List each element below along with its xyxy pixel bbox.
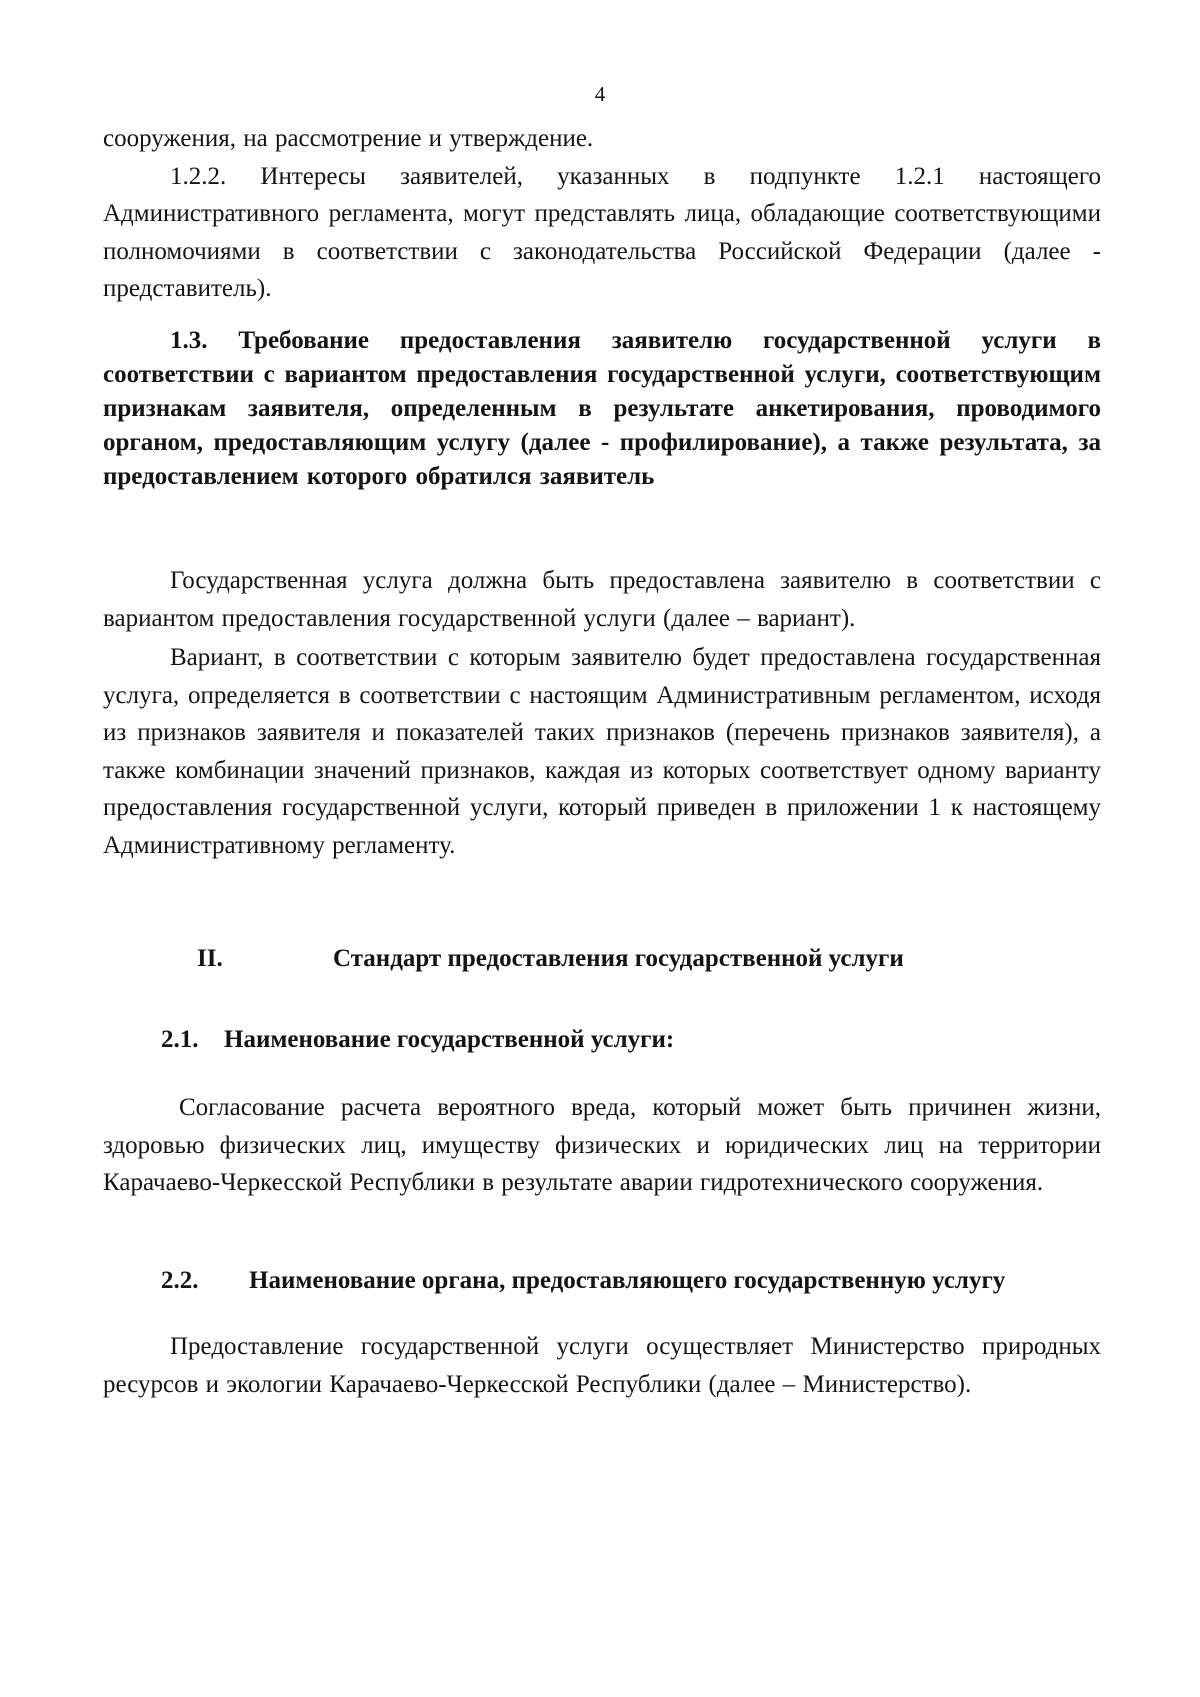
continuation-line: сооружения, на рассмотрение и утверждение.: [103, 125, 594, 152]
section-2-2-title: Наименование органа, предоставляющего государственную услугу: [249, 1267, 1006, 1294]
page-number: 4: [594, 82, 606, 106]
section-2-1-title: Наименование государственной услуги:: [224, 1026, 675, 1053]
section-2-1-paragraph: Согласование расчета вероятного вреда, который может быть причинен жизни, здоровью физических лиц, имуществу физических и юридических лиц на территории Карачаево-Черкесской Республики в результате аварии гидротехнического сооружения.: [103, 1094, 1101, 1196]
section-2-2-body: [103, 1328, 1101, 1403]
section-1-3-heading: [103, 324, 1101, 494]
section-II-title: Стандарт предоставления государственной услуги: [333, 945, 904, 972]
section-II-number: II.: [197, 945, 223, 972]
section-2-1-number: 2.1.: [161, 1026, 199, 1053]
section-2-1-heading: [103, 1021, 1101, 1059]
section-2-2-paragraph: Предоставление государственной услуги осуществляет Министерство природных ресурсов и экологии Карачаево-Черкесской Республики (далее – Министерство).: [103, 1333, 1101, 1398]
top-continuation: [103, 120, 1101, 308]
section-1-3-paragraph-1: Государственная услуга должна быть предоставлена заявителю в соответствии с вариантом предоставления государственной услуги (далее – вариант).: [103, 567, 1101, 632]
section-II-heading: [103, 940, 1101, 978]
paragraph-1-2-2: 1.2.2. Интересы заявителей, указанных в подпункте 1.2.1 настоящего Административного регламента, могут представлять лица, обладающие соответствующими полномочиями в соответствии с законодательства Российской Федерации (далее - представитель).: [103, 162, 1101, 302]
section-1-3-heading-text: 1.3. Требование предоставления заявителю государственной услуги в соответствии с вариантом предоставления государственной услуги, соответствующим признакам заявителя, определенным в результате анкетирования, проводимого органом, предоставляющим услугу (далее - профилирование), а также результата, за предоставлением которого обратился заявитель: [103, 327, 1101, 490]
section-1-3-paragraph-2: Вариант, в соответствии с которым заявителю будет предоставлена государственная услуга, определяется в соответствии с настоящим Административным регламентом, исходя из признаков заявителя и показателей таких признаков (перечень признаков заявителя), а также комбинации значений признаков, каждая из которых соответствует одному варианту предоставления государственной услуги, который приведен в приложении 1 к настоящему Административному регламенту.: [103, 644, 1101, 859]
section-2-2-number: 2.2.: [161, 1267, 199, 1294]
section-2-2-heading: [103, 1262, 1101, 1300]
section-1-3-body: [103, 562, 1101, 864]
section-2-1-body: [103, 1089, 1101, 1202]
